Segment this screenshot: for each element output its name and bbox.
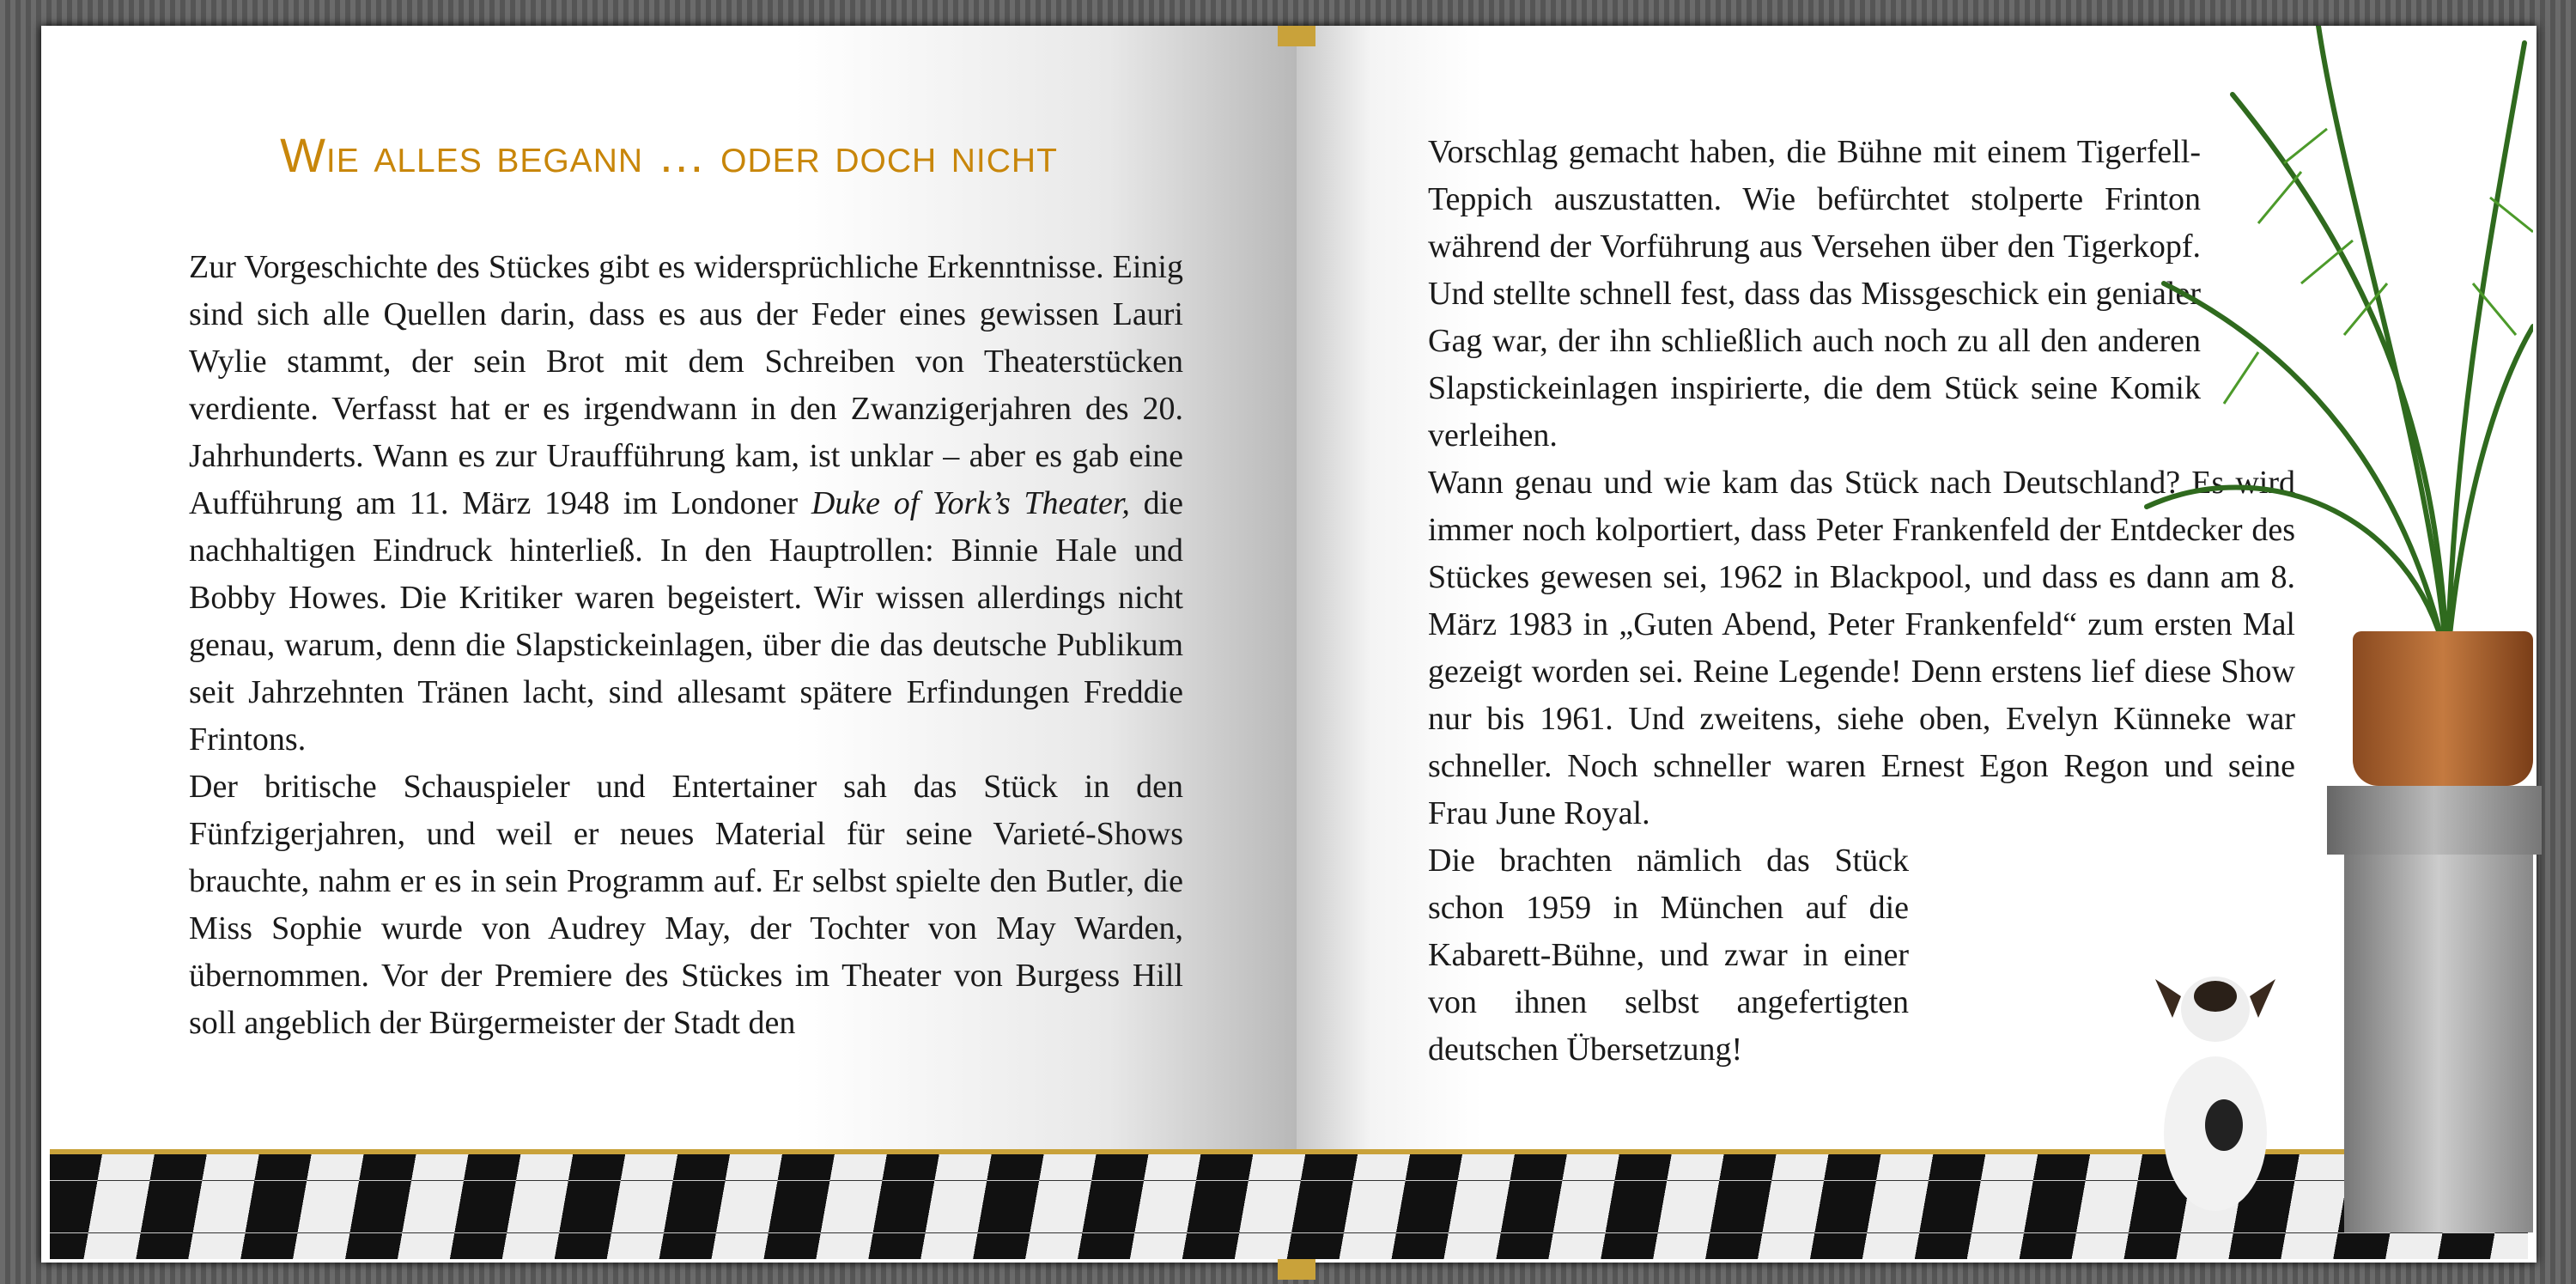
pedestal-capital	[2327, 786, 2542, 855]
flower-pot	[2353, 631, 2533, 786]
spine-clip-bottom	[1278, 1259, 1315, 1280]
paragraph: Die brachten nämlich das Stück schon 1959 in München auf die Kabarett-Bühne, und zwar in einer von ihnen selbst angefertigten deutschen Übersetzung!	[1428, 843, 1909, 1068]
spine-clip-top	[1278, 26, 1315, 46]
theater-name: Duke of York’s Theater,	[811, 485, 1130, 521]
dog-illustration	[2147, 962, 2284, 1211]
paragraph: Der britische Schauspieler und Entertainer sah das Stück in den Fünfzigerjahren, und weil er neues Material für seine Varieté-Shows brauchte, nahm er es in sein Programm auf. Er selbst spielte den Butler, die Miss Sophie wurde von Audrey May, der Tochter von May Warden, übernommen. Vor der Premiere des Stückes im Theater von Burgess Hill soll angeblich der Bürgermeister der Stadt den	[189, 769, 1183, 1041]
paragraph: Vorschlag gemacht haben, die Bühne mit einem Tigerfell-Teppich auszustatten. Wie befürchtet stolperte Frinton während der Vorführung aus Versehen über den Tigerkopf. Und stellte schnell fest, dass das Missgeschick ein genialer Gag war, der ihn schließlich auch noch zu all den anderen Slapstickeinlagen inspirierte, die dem Stück seine Komik verleihen.	[1428, 134, 2201, 453]
paragraph	[189, 244, 1183, 764]
palm-plant-illustration	[2129, 26, 2533, 661]
text-span: Zur Vorgeschichte des Stückes gibt es widersprüchliche Erkenntnisse. Einig sind sich alle Quellen darin, dass es aus der Feder eines gewissen Lauri Wylie stammt, der sein Brot mit dem Schreiben von Theaterstücken verdiente. Verfasst hat er es irgendwann in den Zwanzigerjahren des 20. Jahrhunderts. Wann es zur Uraufführung kam, ist unklar – aber es gab eine Aufführung am 11. März 1948 im Londoner	[189, 249, 1183, 521]
left-page-text	[189, 244, 1183, 1047]
paragraph: Wann genau und wie kam das Stück nach Deutschland? Es wird immer noch kolportiert, dass Peter Frankenfeld der Entdecker des Stückes gewesen sei, 1962 in Blackpool, und dass es dann am 8. März 1983 in „Guten Abend, Peter Frankenfeld“ zum ersten Mal gezeigt worden sei. Reine Legende! Denn erstens lief diese Show nur bis 1961. Und zweitens, siehe oben, Evelyn Künneke war schneller. Noch schneller waren Ernest Egon Regon und seine Frau June Royal.	[1428, 465, 2295, 831]
stone-pedestal	[2344, 794, 2533, 1232]
left-page	[41, 26, 1297, 1153]
text-span: die nachhaltigen Eindruck hinterließ. In den Hauptrollen: Binnie Hale und Bobby Howes. Die Kritiker waren begeistert. Wir wissen allerdings nicht genau, warum, denn die Slapstickeinlagen, über die das deutsche Publikum seit Jahrzehnten Tränen lacht, sind allesamt spätere Erfindungen Freddie Frintons.	[189, 485, 1183, 758]
page-title: Wie alles begann … oder doch nicht	[280, 128, 1058, 182]
